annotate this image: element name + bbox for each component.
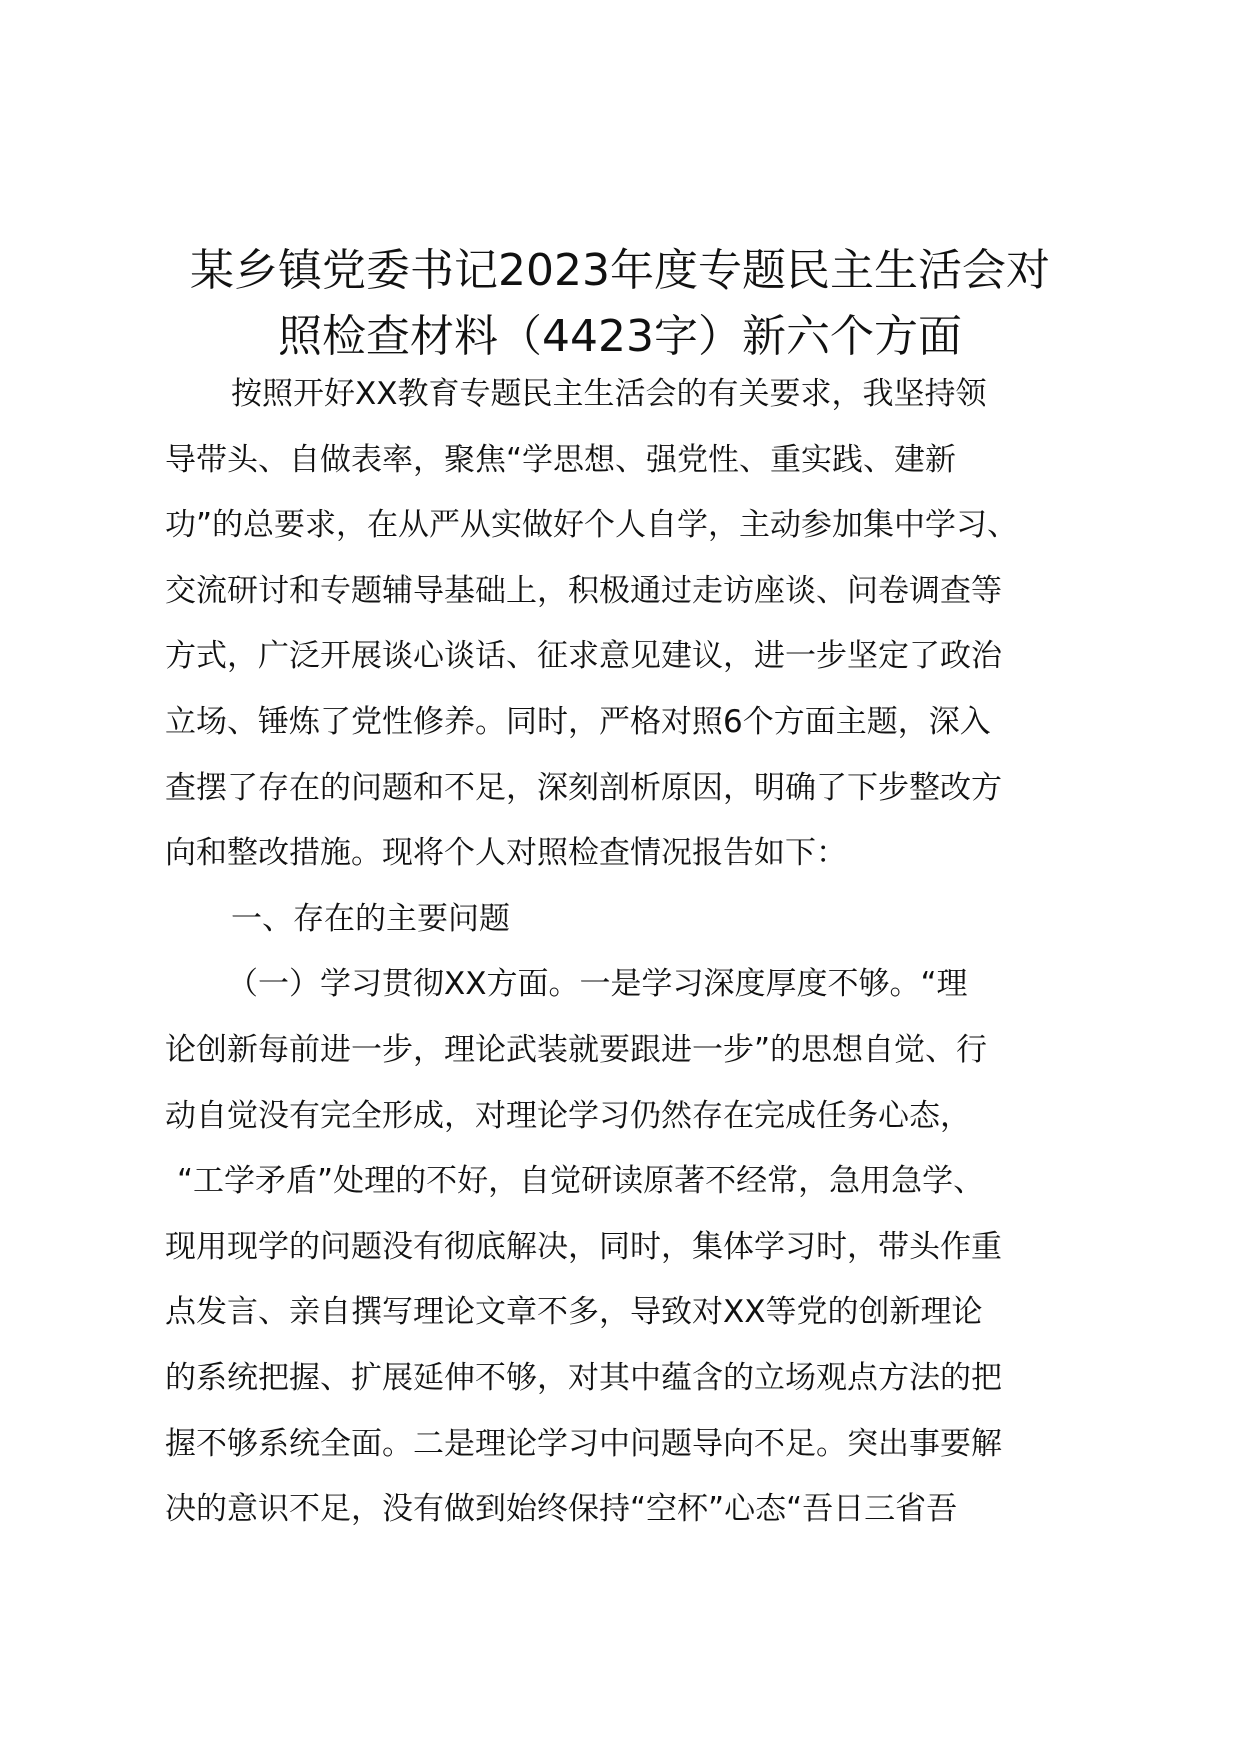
- title-line-2: 照检查材料（4423字）新六个方面: [278, 311, 962, 362]
- paragraph-section1-line: 论创新每前进一步，理论武装就要跟进一步”的思想自觉、行: [165, 1031, 988, 1068]
- paragraph-intro-line: 按照开好XX教育专题民主生活会的有关要求，我坚持领: [231, 376, 987, 412]
- paragraph-section1-line: 动自觉没有完全形成，对理论学习仍然存在完成任务心态，: [165, 1097, 971, 1134]
- paragraph-intro-line: 功”的总要求，在从严从实做好个人自学，主动参加集中学习、: [165, 507, 1019, 544]
- paragraph-section1-line: 决的意识不足，没有做到始终保持“空杯”心态“吾日三省吾: [165, 1491, 958, 1528]
- paragraph-section1-line: （一）学习贯彻XX方面。一是学习深度厚度不够。“理: [227, 966, 968, 1003]
- section-heading: 一、存在的主要问题: [231, 900, 510, 937]
- paragraph-section1-line: 现用现学的问题没有彻底解决，同时，集体学习时，带头作重: [165, 1228, 1002, 1265]
- paragraph-intro-line: 查摆了存在的问题和不足，深刻剖析原因，明确了下步整改方: [165, 769, 1002, 806]
- paragraph-intro-line: 向和整改措施。现将个人对照检查情况报告如下：: [165, 835, 847, 872]
- paragraph-intro-line: 方式，广泛开展谈心谈话、征求意见建议，进一步坚定了政治: [165, 638, 1002, 675]
- paragraph-section1-line: “工学矛盾”处理的不好，自觉研读原著不经常，急用急学、: [177, 1163, 985, 1200]
- paragraph-section1-line: 的系统把握、扩展延伸不够，对其中蕴含的立场观点方法的把: [165, 1359, 1002, 1396]
- paragraph-intro-line: 交流研讨和专题辅导基础上，积极通过走访座谈、问卷调查等: [165, 572, 1002, 609]
- paragraph-intro-line: 立场、锤炼了党性修养。同时，严格对照6个方面主题，深入: [165, 703, 991, 740]
- paragraph-intro-line: 导带头、自做表率，聚焦“学思想、强党性、重实践、建新: [165, 441, 957, 478]
- title-line-1: 某乡镇党委书记2023年度专题民主生活会对: [190, 245, 1050, 296]
- paragraph-section1-line: 点发言、亲自撰写理论文章不多，导致对XX等党的创新理论: [165, 1294, 983, 1331]
- paragraph-section1-line: 握不够系统全面。二是理论学习中问题导向不足。突出事要解: [165, 1425, 1002, 1462]
- document-body: [165, 362, 1095, 1543]
- document-title: [150, 238, 1090, 370]
